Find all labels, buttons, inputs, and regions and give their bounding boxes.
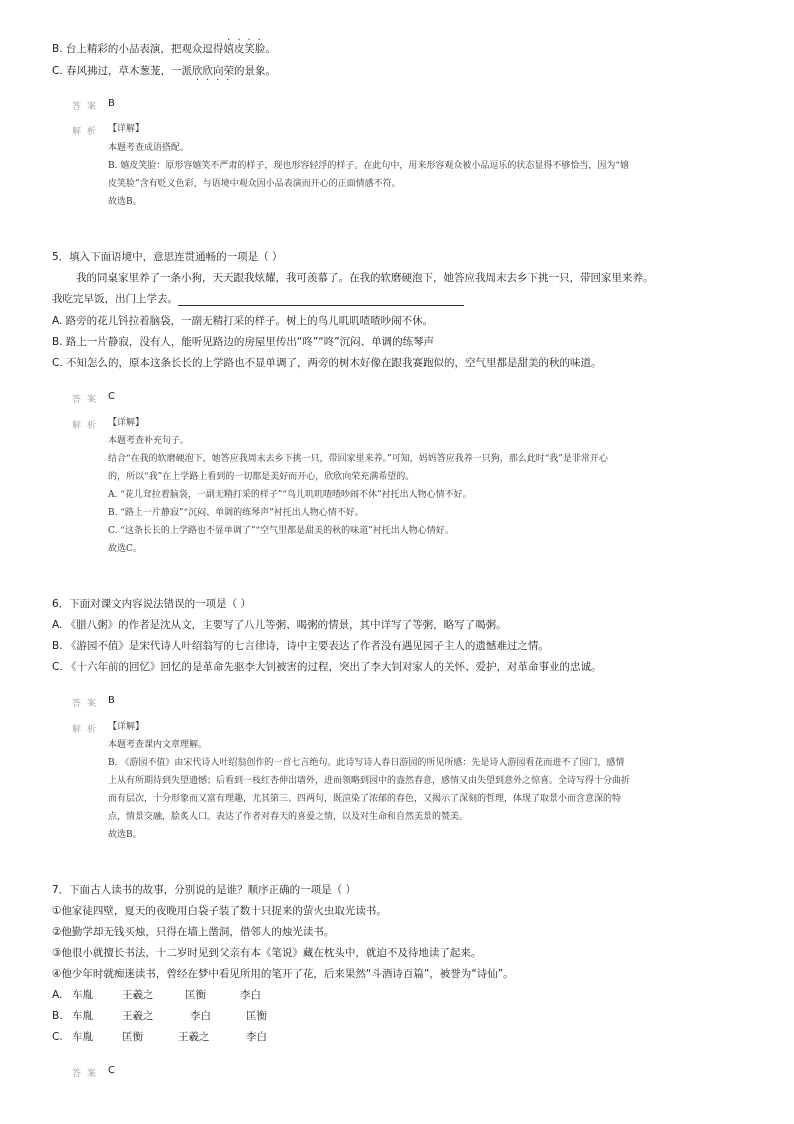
explanation-line: 本题考查成语搭配。 — [108, 143, 190, 153]
option-b: B. 车胤 王羲之 李白 匡衡 — [52, 1010, 267, 1022]
person-name: 李白 — [246, 1031, 267, 1043]
explanation-line: 故选B。 — [108, 197, 142, 207]
person-name: 李白 — [240, 989, 261, 1001]
option-b-line: B. 台上精彩的小品表演，把观众逗得嬉皮笑脸 ···· 。 — [52, 35, 276, 55]
person-name: 车胤 — [72, 1031, 93, 1043]
option-c: C. 《十六年前的回忆》回忆的是革命先驱李大钊被害的过程，突出了李大钊对家人的关怀、爱护，对革命事业的忠诚。 — [52, 661, 602, 673]
option-c: C. 车胤 匡衡 王羲之 李白 — [52, 1031, 267, 1043]
person-name: 车胤 — [72, 1010, 93, 1022]
answer-value: C — [108, 391, 115, 402]
analysis-label: 解析 — [72, 421, 103, 431]
story-4: ④他少年时就痴迷读书，曾经在梦中看见所用的笔开了花，后来果然“斗酒诗百篇”，被誉为“诗仙”。 — [52, 968, 514, 980]
question-6-stem: 6．下面对课文内容说法错误的一项是（ ） — [52, 598, 252, 610]
emphasis-dots: ···· — [195, 75, 237, 86]
answer-label: 答案 — [72, 395, 103, 405]
story-2: ②他勤学却无钱买烛，只得在墙上凿洞，借邻人的烛光读书。 — [52, 926, 335, 938]
explanation-line: 上从有所期待到失望遗憾；后看到一枝红杏伸出墙外，进而领略到园中的盎然春意，感情又由失望到意外之惊喜。全诗写得十分曲折 — [108, 776, 631, 786]
option-c-prefix: C. 春风拂过，草木葱茏，一派 — [52, 65, 193, 77]
option-c-line: C. 春风拂过，草木葱茏，一派欣欣向荣 ···· 的景象。 — [52, 65, 277, 86]
analysis-label: 解析 — [72, 725, 103, 735]
option-c: C. 不知怎么的，原本这条长长的上学路也不显单调了，两旁的树木好像在跟我赛跑似的，空气里都是甜美的秋的味道。 — [52, 357, 602, 369]
explanation-line: B. 《游园不值》由宋代诗人叶绍翁创作的一首七言绝句。此诗写诗人春日游园的所见所感：先是诗人游园看花而进不了园门，感情 — [108, 758, 625, 768]
question-5-stem: 5．填入下面语境中，意思连贯通畅的一项是（ ） — [52, 251, 283, 263]
story-3: ③他很小就擅长书法，十二岁时见到父亲有本《笔说》藏在枕头中，就迫不及待地读了起来。 — [52, 947, 482, 959]
person-name: 王羲之 — [178, 1031, 210, 1043]
person-name: 王羲之 — [122, 989, 154, 1001]
explanation-line: 皮笑脸”含有贬义色彩，与语境中观众因小品表演而开心的正面情感不符。 — [108, 179, 401, 189]
passage-text-cont: 我吃完早饭，出门上学去。 — [52, 292, 464, 306]
analysis-label: 解析 — [72, 127, 103, 137]
explanation-line: 本题考查补充句子。 — [108, 436, 190, 446]
emphasized-idiom: 欣欣向荣 ···· — [192, 65, 237, 86]
explanation-line: 的，所以“我”在上学路上看到的一切都是美好而开心，欣欣向荣充满希望的。 — [108, 472, 415, 482]
explanation-line: C. “这条长长的上学路也不显单调了”“空气里都是甜美的秋的味道”衬托出人物心情好。 — [108, 526, 454, 536]
option-b: B. 《游园不值》是宋代诗人叶绍翁写的七言律诗，诗中主要表达了作者没有遇见园子主人的遗憾难过之情。 — [52, 640, 549, 652]
answer-label: 答案 — [72, 1069, 103, 1079]
option-a: A. 车胤 王羲之 匡衡 李白 — [52, 989, 261, 1001]
question-7-stem: 7．下面古人读书的故事，分别说的是谁？顺序正确的一项是（ ） — [52, 884, 357, 896]
emphasized-idiom: 嬉皮笑脸 ···· — [223, 35, 268, 55]
explanation-line: B. 嬉皮笑脸：原形容嬉笑不严肃的样子，现也形容轻浮的样子。在此句中，用来形容观众被小品逗乐的状态显得不够恰当，因为“嬉 — [108, 161, 629, 171]
option-a: A. 路旁的花儿钭拉着脑袋，一副无精打采的样子。树上的鸟儿叽叽喳喳吵闹不休。 — [52, 315, 434, 327]
explanation-line: 点，情景交融，脍炙人口。表达了作者对春天的喜爱之情，以及对生命和自然美景的赞美。 — [108, 812, 469, 822]
person-name: 匡衡 — [122, 1031, 143, 1043]
answer-value: B — [108, 98, 115, 109]
emphasis-dots: ···· — [227, 35, 268, 46]
option-b-prefix: B. 台上精彩的小品表演，把观众逗得 — [52, 43, 224, 55]
person-name: 匡衡 — [246, 1010, 267, 1022]
person-name: 王羲之 — [122, 1010, 154, 1022]
explanation-line: A. “花儿耷拉着脑袋，一副无精打采的样子”“鸟儿叽叽喳喳吵闹不休”衬托出人物心情不好。 — [108, 490, 472, 500]
explanation-line: 而有层次，十分形象而又富有理趣，尤其第三、四两句，既渲染了浓郁的春色，又揭示了深刻的哲理，体现了取景小而含意深的特 — [108, 794, 622, 804]
explanation-line: B. “路上一片静寂”“沉闷、单调的练琴声”衬托出人物心情不好。 — [108, 508, 364, 518]
option-b: B. 路上一片静寂，没有人，能听见路边的房屋里传出“咚”“咚”沉闷、单调的练琴声 — [52, 336, 435, 348]
answer-value: C — [108, 1065, 115, 1076]
explanation-line: 【详解】 — [108, 124, 145, 134]
answer-label: 答案 — [72, 102, 103, 112]
person-name: 匡衡 — [185, 989, 206, 1001]
explanation-line: 故选C。 — [108, 544, 142, 554]
explanation-line: 【详解】 — [108, 722, 145, 732]
fill-blank — [178, 294, 464, 306]
option-a: A. 《腊八粥》的作者是沈从文，主要写了八儿等粥、喝粥的情景，其中详写了等粥，略写了喝粥。 — [52, 619, 507, 631]
explanation-line: 结合“在我的软磨硬泡下，她答应我周末去乡下挑一只，带回家里来养。”可知，妈妈答应我养一只狗，那么此时“我”是非常开心 — [108, 454, 608, 464]
passage-text: 我的同桌家里养了一条小狗，天天跟我炫耀，我可羡慕了。在我的软磨硬泡下，她答应我周末去乡下挑一只，带回家里来养。 — [76, 272, 654, 284]
explanation-line: 本题考查课内文章理解。 — [108, 740, 208, 750]
explanation-line: 【详解】 — [108, 418, 145, 428]
person-name: 李白 — [190, 1010, 211, 1022]
story-1: ①他家徒四壁，夏天的夜晚用白袋子装了数十只捉来的萤火虫取光读书。 — [52, 905, 387, 917]
answer-label: 答案 — [72, 699, 103, 709]
explanation-line: 故选B。 — [108, 830, 142, 840]
answer-value: B — [108, 695, 115, 706]
person-name: 车胤 — [72, 989, 93, 1001]
